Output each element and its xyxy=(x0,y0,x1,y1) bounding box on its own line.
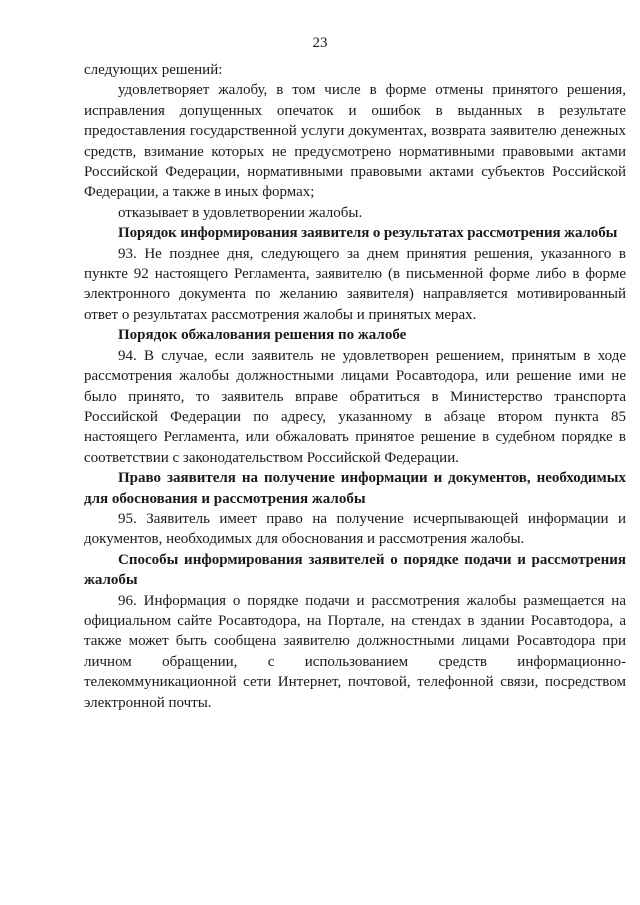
section-heading-informing-results: Порядок информирования заявителя о результатах рассмотрения жалобы xyxy=(118,225,618,242)
section-heading-appeal-procedure: Порядок обжалования решения по жалобе xyxy=(118,327,407,344)
paragraph-satisfy-complaint: удовлетворяет жалобу, в том числе в форме отмены принятого решения, исправления допущенных опечаток и ошибок в выданных в результате предоставления государственной услуги документах, возврата заявителю денежных средств, взимание которых не предусмотрено нормативными правовыми актами Российской Федерации, нормативными правовыми актами субъектов Российской Федерации, а также в иных формах; xyxy=(84,82,626,201)
paragraph-refuse-complaint: отказывает в удовлетворении жалобы. xyxy=(118,204,363,221)
page-number: 23 xyxy=(312,35,328,51)
section-heading-informing-methods: Способы информирования заявителей о порядке подачи и рассмотрения жалобы xyxy=(84,551,626,589)
paragraph-96: 96. Информация о порядке подачи и рассмотрения жалобы размещается на официальном сайте Росавтодора, на Портале, на стендах в здании Росавтодора, а также может быть сообщена заявителю должностными лицами Росавтодора при личном обращении, с использованием средств информационно-телекоммуникационной сети Интернет, почтовой, телефонной связи, посредством электронной почты. xyxy=(84,592,626,711)
paragraph-94: 94. В случае, если заявитель не удовлетворен решением, принятым в ходе рассмотрения жалобы должностными лицами Росавтодора, или решение ими не было принято, то заявитель вправе обратиться в Министерство транспорта Российской Федерации по адресу, указанному в абзаце втором пункта 85 настоящего Регламента, или обжаловать принятое решение в судебном порядке в соответствии с законодательством Российской Федерации. xyxy=(84,347,626,466)
paragraph-95: 95. Заявитель имеет право на получение исчерпывающей информации и документов, необходимых для обоснования и рассмотрения жалобы. xyxy=(84,510,626,548)
section-heading-right-to-information: Право заявителя на получение информации и документов, необходимых для обоснования и рассмотрения жалобы xyxy=(84,470,626,507)
paragraph-intro: следующих решений: xyxy=(84,62,223,78)
document-body xyxy=(84,60,626,713)
paragraph-93: 93. Не позднее дня, следующего за днем принятия решения, указанного в пункте 92 настоящего Регламента, заявителю (в письменной форме либо в форме электронного документа по желанию заявителя) направляется мотивированный ответ о результатах рассмотрения жалобы и принятых мерах. xyxy=(84,245,626,323)
